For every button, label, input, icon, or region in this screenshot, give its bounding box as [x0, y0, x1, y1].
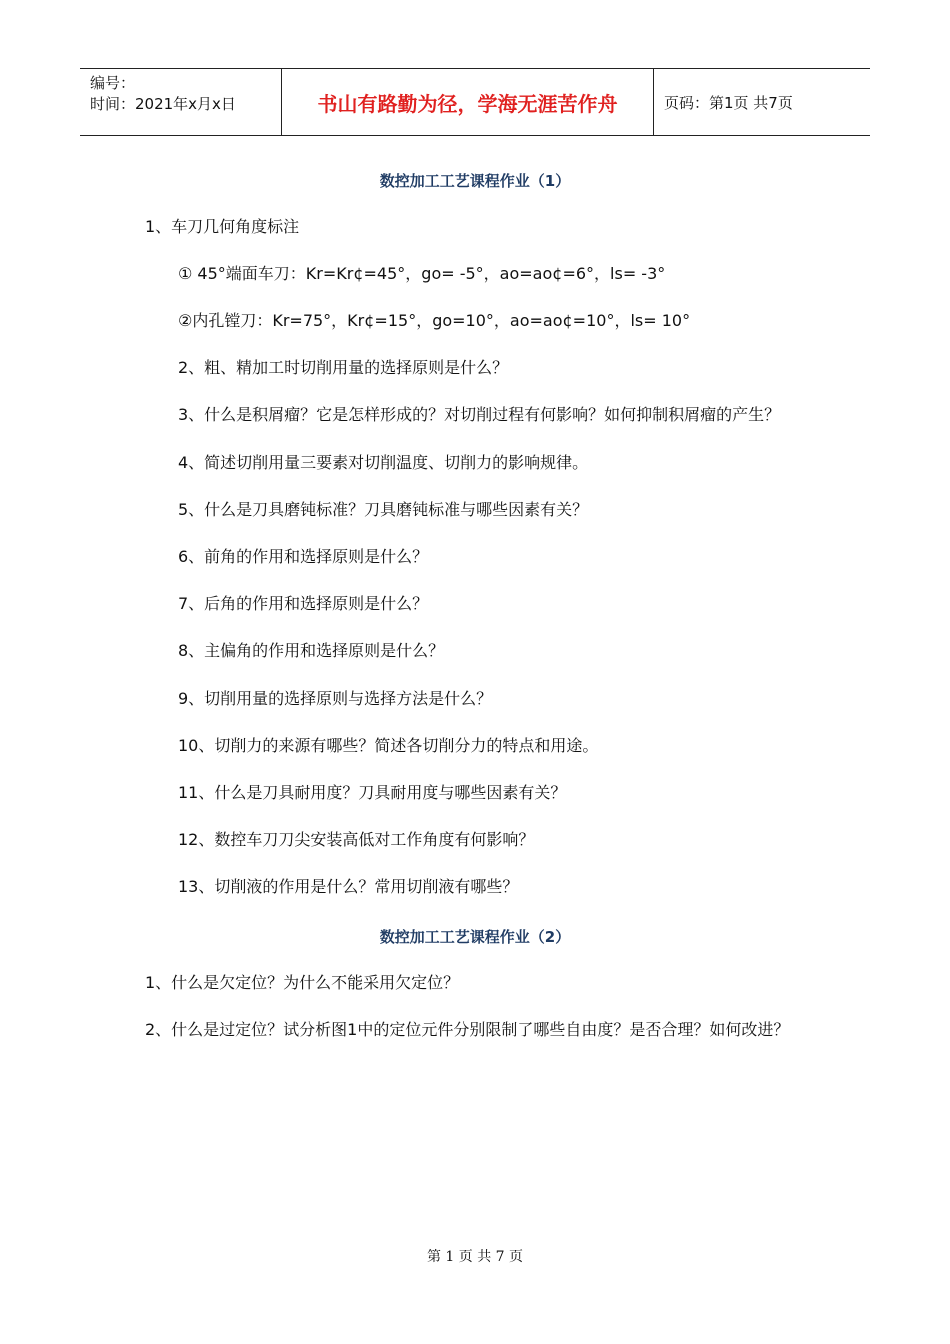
number-label: 编号：	[90, 74, 136, 92]
section1-title: 数控加工工艺课程作业（1）	[379, 172, 571, 190]
question-9: 9、切削用量的选择原则与选择方法是什么？	[178, 689, 493, 708]
question-12: 12、数控车刀刀尖安装高低对工作角度有何影响？	[178, 830, 535, 849]
question-6: 6、前角的作用和选择原则是什么？	[178, 547, 429, 566]
section2-question-2: 2、什么是过定位？试分析图1中的定位元件分别限制了哪些自由度？是否合理？如何改进？	[145, 1020, 790, 1039]
header-left-cell	[80, 69, 281, 135]
question-3: 3、什么是积屑瘤？它是怎样形成的？对切削过程有何影响？如何抑制积屑瘤的产生？	[178, 405, 781, 424]
question-5: 5、什么是刀具磨钝标准？刀具磨钝标准与哪些因素有关？	[178, 500, 589, 519]
question-11: 11、什么是刀具耐用度？刀具耐用度与哪些因素有关？	[178, 783, 567, 802]
header-table	[80, 68, 870, 136]
question-1b: ②内孔镗刀：Kr=75°，Kr¢=15°，go=10°，ao=ao¢=10°，ls= 10°	[178, 311, 691, 330]
section2-question-1: 1、什么是欠定位？为什么不能采用欠定位？	[145, 973, 460, 992]
question-7: 7、后角的作用和选择原则是什么？	[178, 594, 429, 613]
page-info: 页码：第1页 共7页	[664, 93, 793, 112]
question-1: 1、车刀几何角度标注	[145, 217, 300, 236]
question-13: 13、切削液的作用是什么？常用切削液有哪些？	[178, 877, 519, 896]
time-label: 时间：2021年x月x日	[90, 95, 236, 113]
question-4: 4、简述切削用量三要素对切削温度、切削力的影响规律。	[178, 453, 589, 472]
page-footer: 第 1 页 共 7 页	[426, 1249, 524, 1265]
question-10: 10、切削力的来源有哪些？简述各切削分力的特点和用途。	[178, 736, 599, 755]
section2-title: 数控加工工艺课程作业（2）	[379, 928, 571, 946]
motto: 书山有路勤为径，学海无涯苦作舟	[281, 69, 654, 135]
question-1a: ① 45°端面车刀：Kr=Kr¢=45°，go= -5°，ao=ao¢=6°，ls= -3°	[178, 264, 666, 283]
question-2: 2、粗、精加工时切削用量的选择原则是什么？	[178, 358, 509, 377]
question-8: 8、主偏角的作用和选择原则是什么？	[178, 641, 445, 660]
